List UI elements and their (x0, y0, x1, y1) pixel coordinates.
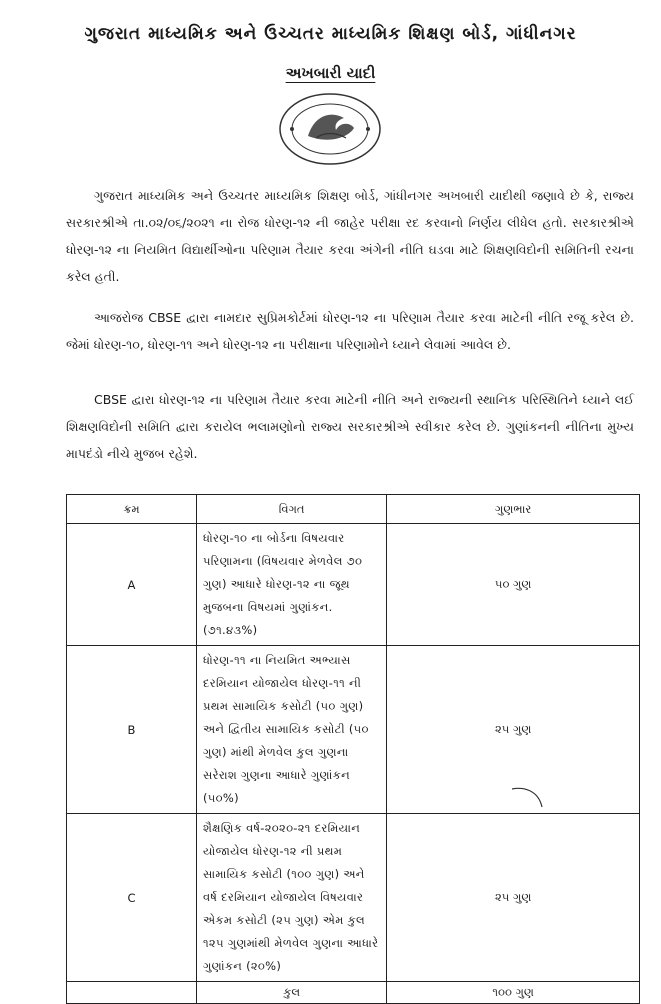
board-seal-logo (278, 92, 382, 166)
paragraph-cbse-policy: આજરોજ CBSE દ્વારા નામદાર સુપ્રિમકોર્ટમાં ધોરણ-૧૨ ના પરિણામ તૈયાર કરવા માટેની નીતિ રજૂ કરેલ છે. જેમાં ધોરણ-૧૦, ધોરણ-૧૧ અને ધોરણ-૧૨ ના પરીક્ષાના પરિણામોને ધ્યાને લેવામાં આવેલ છે. (66, 310, 634, 352)
row-code: B (67, 646, 197, 814)
row-description: ધોરણ-૧૧ ના નિયમિત અભ્યાસ દરમિયાન યોજાયેલ ધોરણ-૧૧ ની પ્રથમ સામાયિક કસોટી (૫૦ ગુણ) અને દ્વિતીય સામાયિક કસોટી (૫૦ ગુણ) માંથી મેળવેલ કુલ ગુણના સરેરાશ ગુણના આધારે ગુણાંકન (૫૦%) (196, 646, 386, 814)
board-title: ગુજરાત માધ્યમિક અને ઉચ્ચતર માધ્યમિક શિક્ષણ બોર્ડ, ગાંધીનગર (84, 24, 577, 44)
subtitle-text: અખબારી યાદી (285, 64, 376, 82)
header-serial: ક્રમ (67, 495, 197, 524)
document-subtitle (0, 64, 661, 82)
table-row (67, 814, 640, 982)
total-blank-cell (67, 982, 197, 1004)
paragraph-intro: ગુજરાત માધ્યમિક અને ઉચ્ચતર માધ્યમિક શિક્ષણ બોર્ડ, ગાંધીનગર અખબારી યાદીથી જણાવે છે કે, રાજ્ય સરકારશ્રીએ તા.૦૨/૦૬/૨૦૨૧ ના રોજ ધોરણ-૧૨ ની જાહેર પરીક્ષા રદ કરવાનો નિર્ણય લીધેલ હતો. સરકારશ્રીએ ધોરણ-૧૨ ના નિયમિત વિદ્યાર્થીઓના પરિણામ તૈયાર કરવા અંગેની નીતિ ઘડવા માટે શિક્ષણવિદોની સમિતિની રચના કરેલ હતી. (66, 188, 634, 284)
paragraph-committee: CBSE દ્વારા ધોરણ-૧૨ ના પરિણામ તૈયાર કરવા માટેની નીતિ અને રાજ્યની સ્થાનિક પરિસ્થિતિને ધ્યાને લઈ શિક્ષણવિદોની સમિતિ દ્વારા કરાયેલ ભલામણોનો રાજ્ય સરકારશ્રીએ સ્વીકાર કરેલ છે. ગુણાંકનની નીતિના મુખ્ય માપદંડો નીચે મુજબ રહેશે. (66, 392, 634, 461)
total-marks: ૧૦૦ ગુણ (387, 982, 640, 1004)
row-description: ધોરણ-૧૦ ના બોર્ડના વિષયવાર પરિણામના (વિષયવાર મેળવેલ ૭૦ ગુણ) આધારે ધોરણ-૧૨ ના જૂથ મુજબના વિષયમાં ગુણાંકન. (૭૧.૪૩%) (196, 524, 386, 646)
table-total-row (67, 982, 640, 1004)
table-header-row (67, 495, 640, 524)
row-marks: ૫૦ ગુણ (387, 524, 640, 646)
row-marks: ૨૫ ગુણ (387, 814, 640, 982)
table-row (67, 524, 640, 646)
row-code: C (67, 814, 197, 982)
header-details: વિગત (196, 495, 386, 524)
row-marks: ૨૫ ગુણ (387, 646, 640, 814)
total-label: કુલ (196, 982, 386, 1004)
pen-mark-icon (508, 785, 548, 809)
header-weightage: ગુણભાર (387, 495, 640, 524)
row-description: શૈક્ષણિક વર્ષ-૨૦૨૦-૨૧ દરમિયાન યોજાયેલ ધોરણ-૧૨ ની પ્રથમ સામાયિક કસોટી (૧૦૦ ગુણ) અને વર્ષ દરમિયાન યોજાયેલ વિષયવાર એકમ કસોટી (૨૫ ગુણ) એમ કુલ ૧૨૫ ગુણમાંથી મેળવેલ ગુણના આધારે ગુણાંકન (૨૦%) (196, 814, 386, 982)
table-row (67, 646, 640, 814)
marks-criteria-table (66, 494, 640, 1004)
row-code: A (67, 524, 197, 646)
